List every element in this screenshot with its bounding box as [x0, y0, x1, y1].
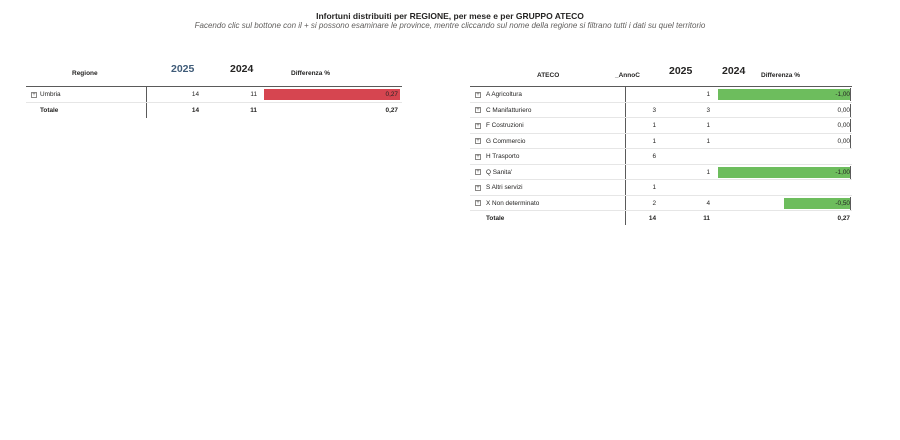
table-row[interactable]	[470, 149, 852, 165]
total-row	[470, 211, 852, 227]
value-2024: 4	[706, 199, 710, 207]
expand-plus-icon[interactable]: +	[32, 91, 36, 98]
diff-bar-positive	[718, 89, 850, 100]
value-2024: 1	[706, 122, 710, 129]
col-header-2025[interactable]: 2025	[171, 63, 195, 75]
value-2025: 1	[652, 184, 656, 191]
row-label[interactable]: G Commercio	[486, 137, 526, 145]
value-2025: 14	[191, 106, 199, 114]
col-header-differenza[interactable]: Differenza %	[761, 72, 801, 79]
diff-label: 0,00	[837, 122, 850, 129]
col-header-2024[interactable]: 2024	[722, 65, 746, 77]
col-header-2025[interactable]: 2025	[669, 65, 693, 77]
expand-plus-icon[interactable]: +	[476, 153, 480, 160]
table-row[interactable]	[470, 134, 852, 150]
expand-plus-icon[interactable]: +	[476, 138, 480, 144]
table-row[interactable]	[470, 118, 852, 134]
row-label[interactable]: X Non determinato	[486, 199, 540, 207]
value-2024: 3	[706, 106, 710, 114]
table-row[interactable]	[470, 103, 852, 119]
diff-label: 0,00	[837, 137, 850, 145]
expand-plus-icon[interactable]: +	[476, 107, 480, 113]
row-label[interactable]: C Manifatturiero	[486, 106, 532, 114]
expand-plus-icon[interactable]: +	[476, 184, 480, 191]
col-header-ateco[interactable]: ATECO	[537, 72, 560, 79]
value-2024: 1	[706, 91, 710, 98]
value-2024: 11	[703, 215, 710, 222]
diff-baseline	[850, 197, 851, 210]
value-2025: 1	[652, 137, 656, 145]
report-title: Infortuni distribuiti per REGIONE, per mese e per GRUPPO ATECO	[316, 11, 584, 21]
col-header-2024[interactable]: 2024	[230, 63, 254, 75]
col-header-annoc[interactable]: _AnnoC	[615, 72, 640, 79]
diff-label: 0,27	[385, 91, 398, 98]
diff-label: 0,27	[837, 215, 850, 222]
row-label[interactable]: H Trasporto	[486, 153, 520, 160]
value-2025: 14	[191, 91, 199, 98]
value-2024: 1	[706, 168, 710, 176]
col-header-regione[interactable]: Regione	[72, 70, 98, 77]
diff-label: 0,27	[385, 106, 398, 114]
regione-table-header	[26, 60, 402, 82]
row-label[interactable]: S Altri servizi	[486, 184, 523, 191]
row-label[interactable]: Q Sanita'	[486, 168, 513, 176]
row-label: Totale	[486, 215, 505, 222]
diff-baseline	[850, 135, 851, 148]
value-2025: 6	[652, 153, 656, 160]
diff-bar-negative	[264, 89, 400, 100]
value-2025: 2	[652, 199, 656, 207]
diff-baseline	[850, 104, 851, 117]
regione-table	[26, 60, 402, 120]
row-label[interactable]: F Costruzioni	[486, 122, 524, 129]
row-label[interactable]: Umbria	[40, 91, 61, 98]
diff-label: -0,50	[835, 199, 850, 207]
diff-label: -1,00	[835, 168, 850, 176]
expand-plus-icon[interactable]: +	[476, 91, 480, 98]
table-row[interactable]	[26, 87, 402, 103]
expand-plus-icon[interactable]: +	[476, 169, 480, 175]
report-subtitle: Facendo clic sul bottone con il + si possono esaminare le province, mentre cliccando sul nome della regione si filtrano tutti i dati su quel territorio	[194, 21, 706, 30]
ateco-table	[470, 62, 852, 232]
diff-label: -1,00	[835, 91, 850, 98]
diff-baseline	[850, 166, 851, 179]
value-2025: 3	[652, 106, 656, 114]
expand-plus-icon[interactable]: +	[476, 200, 480, 206]
expand-plus-icon[interactable]: +	[476, 122, 480, 129]
diff-label: 0,00	[837, 106, 850, 114]
table-row[interactable]	[470, 180, 852, 196]
value-2024: 11	[250, 91, 257, 98]
value-2024: 11	[250, 106, 257, 114]
value-2025: 14	[648, 215, 656, 222]
table-row[interactable]	[470, 165, 852, 181]
value-2025: 1	[652, 122, 656, 129]
row-label[interactable]: A Agricoltura	[486, 91, 522, 98]
ateco-table-header	[470, 62, 852, 84]
total-row	[26, 103, 402, 119]
table-row[interactable]	[470, 196, 852, 212]
table-row[interactable]	[470, 87, 852, 103]
col-header-differenza[interactable]: Differenza %	[291, 70, 331, 77]
value-2024: 1	[706, 137, 710, 145]
diff-baseline	[850, 119, 851, 132]
diff-bar-positive	[718, 167, 850, 178]
row-label: Totale	[40, 106, 59, 114]
diff-baseline	[850, 88, 851, 101]
